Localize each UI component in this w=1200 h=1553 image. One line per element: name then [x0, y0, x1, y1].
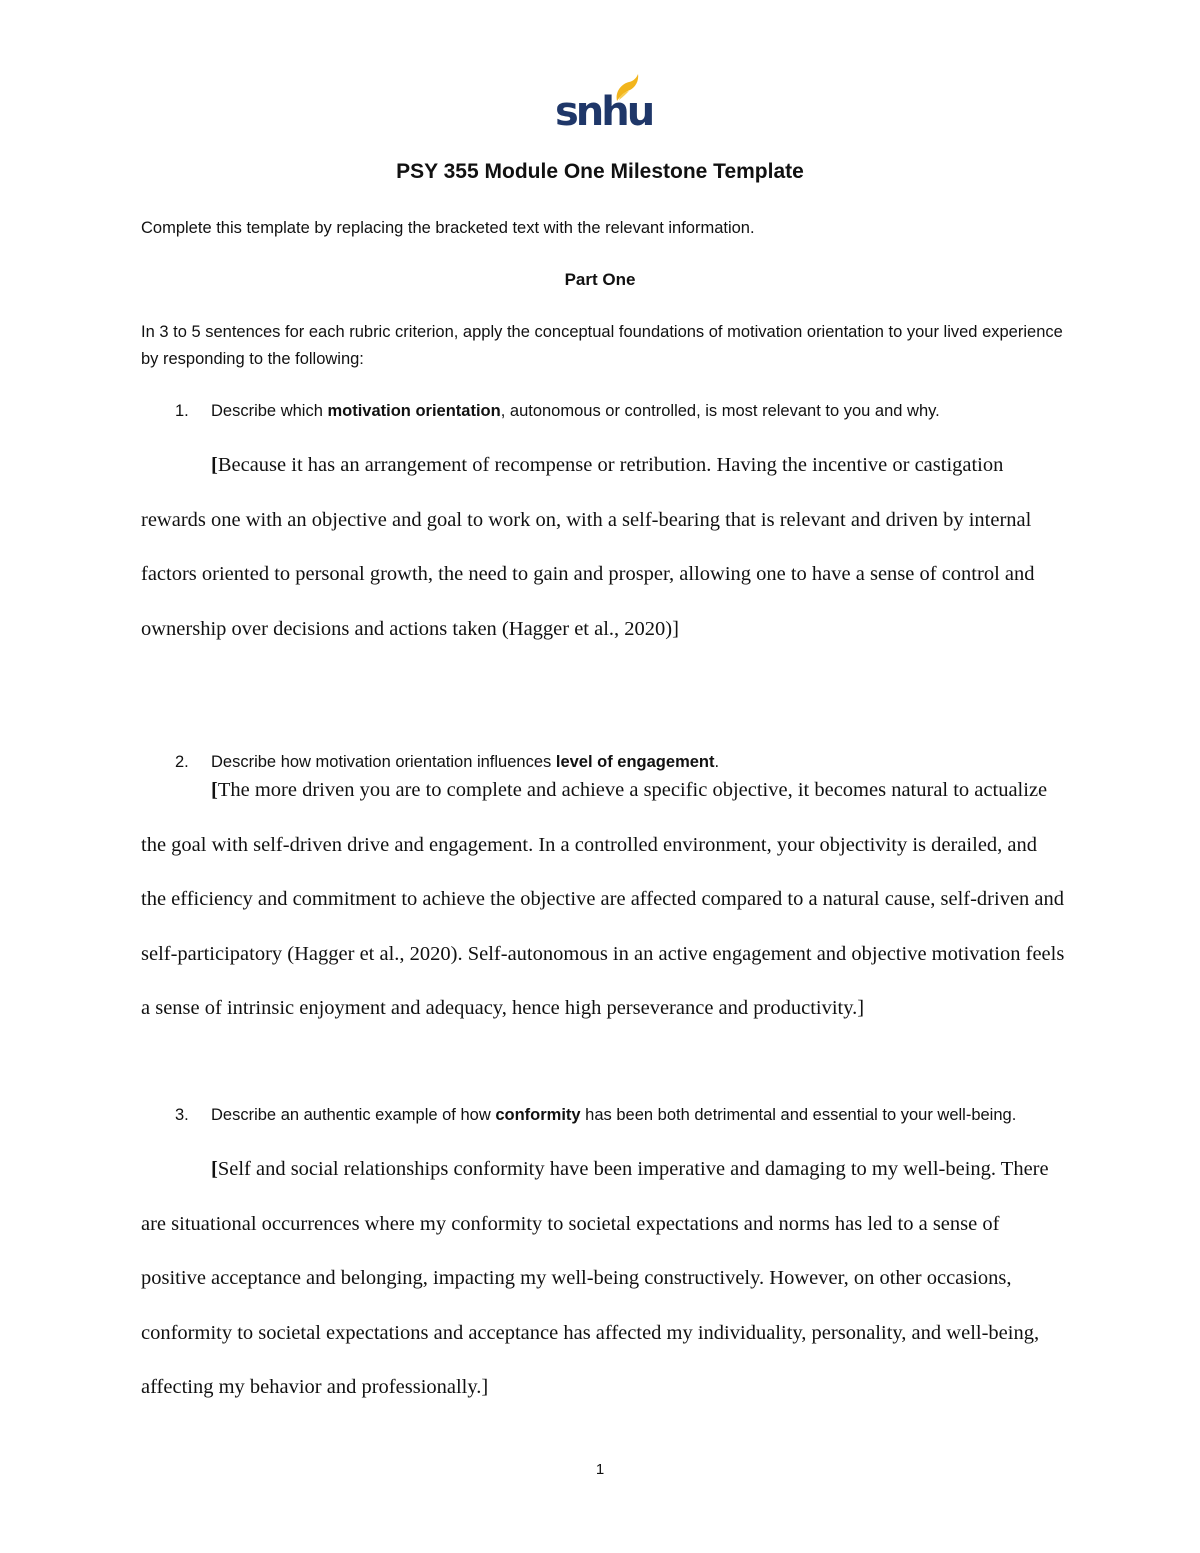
question-text-end: has been both detrimental and essential to your well-being. [580, 1106, 1017, 1124]
question-number: 3. [175, 1106, 189, 1124]
answer-text: Because it has an arrangement of recompense or retribution. Having the incentive or castigation rewards one with an objective and goal to work on, with a self-bearing that is relevant and driven by internal factors oriented to personal growth, the need to gain and prosper, allowing one to have a sense of control and ownership over decisions and actions taken (Hagger et al., 2020)] [141, 454, 1035, 640]
answer-text: Self and social relationships conformity have been imperative and damaging to my well-being. There are situational occurrences where my conformity to societal expectations and norms has led to a sense of positive acceptance and belonging, impacting my well-being constructively. However, on other occasions, conformity to societal expectations and acceptance has affected my individuality, personality, and well-being, affecting my behavior and professionally.] [141, 1158, 1049, 1398]
open-bracket: [ [211, 779, 218, 801]
question-text-end: , autonomous or controlled, is most relevant to you and why. [500, 402, 940, 420]
question-key-term: conformity [495, 1106, 581, 1124]
answer-2 [141, 763, 1066, 1036]
answer-3 [141, 1142, 1066, 1415]
question-3 [175, 1102, 1061, 1129]
question-number: 1. [175, 402, 189, 420]
instructions-text: Complete this template by replacing the bracketed text with the relevant information. [141, 219, 755, 237]
logo-wordmark: snhu [555, 89, 653, 135]
question-text: Describe how motivation orientation influences [211, 753, 556, 771]
question-key-term: motivation orientation [327, 402, 501, 420]
part-heading: Part One [564, 270, 636, 289]
snhu-logo [555, 74, 653, 135]
page-title: PSY 355 Module One Milestone Template [396, 160, 804, 183]
question-text: Describe an authentic example of how [211, 1106, 496, 1124]
answer-text: The more driven you are to complete and achieve a specific objective, it becomes natural to actualize the goal with self-driven drive and engagement. In a controlled environment, your objectivity is derailed, and the efficiency and commitment to achieve the objective are affected compared to a natural cause, self-driven and self-participatory (Hagger et al., 2020). Self-autonomous in an active engagement and objective motivation feels a sense of intrinsic enjoyment and adequacy, hence high perseverance and productivity.] [141, 779, 1065, 1019]
open-bracket: [ [211, 1158, 218, 1180]
question-text: Describe which [211, 402, 328, 420]
intro-text: In 3 to 5 sentences for each rubric criterion, apply the conceptual foundations of motivation orientation to your lived experience by responding to the following: [141, 323, 1063, 368]
question-text-end: . [714, 753, 720, 771]
page-number: 1 [595, 1461, 605, 1478]
question-number: 2. [175, 753, 189, 771]
open-bracket: [ [211, 454, 218, 476]
question-1 [175, 398, 1061, 425]
question-key-term: level of engagement [555, 753, 715, 771]
answer-1 [141, 438, 1066, 656]
